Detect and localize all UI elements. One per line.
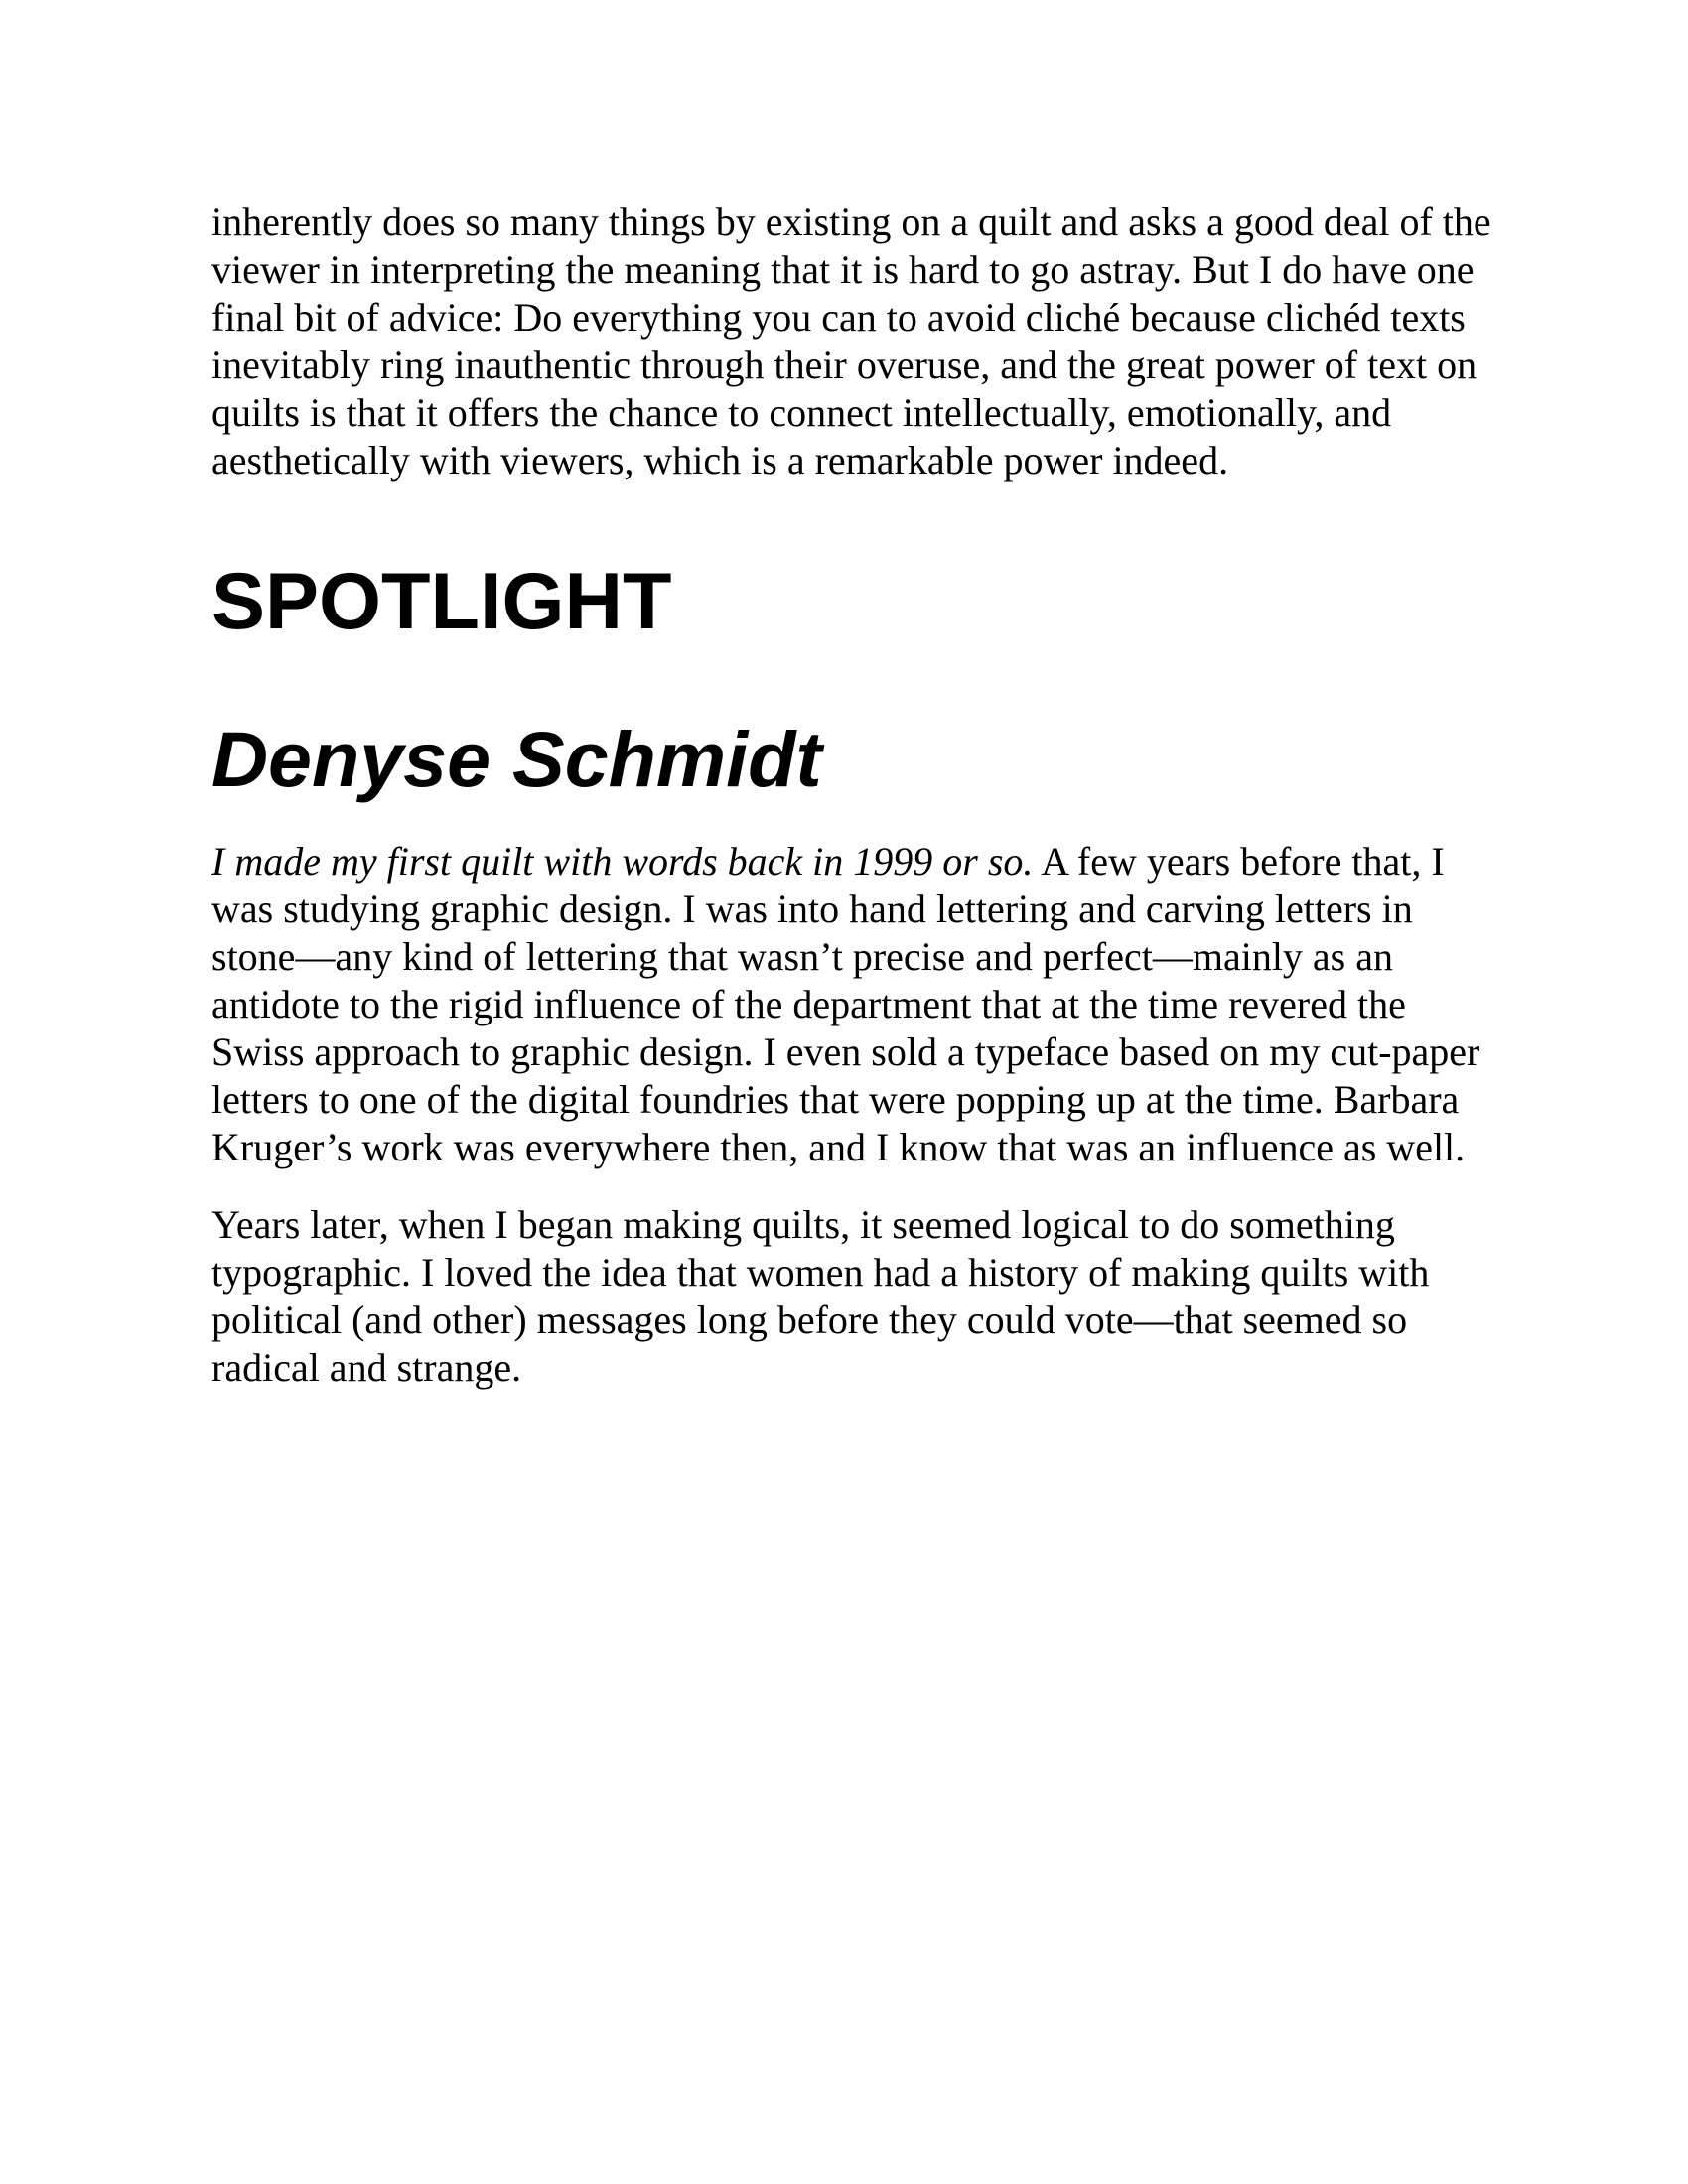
intro-paragraph: inherently does so many things by existing on a quilt and asks a good deal of the viewer in interpreting the meaning that it is hard to go astray. But I do have one final bit of advice: Do everything you can to avoid cliché because clichéd texts inevitably ring inauthentic through their overuse, and the great power of text on quilts is that it offers the chance to connect intellectually, emotionally, and aesthetically with viewers, which is a remarkable power indeed. — [211, 200, 1491, 482]
paragraph-1-text: A few years before that, I was studying graphic design. I was into hand lettering and carving letters in stone—any kind of lettering that wasn’t precise and perfect—mainly as an antidote to the rigid influence of the department that at the time revered the Swiss approach to graphic design. I even sold a typeface based on my cut-paper letters to one of the digital foundries that were popping up at the time. Barbara Kruger’s work was everywhere then, and I know that was an influence as well. — [211, 839, 1480, 1169]
page-content — [211, 199, 1502, 1392]
body-paragraph-1 — [211, 838, 1502, 1171]
spotlight-name: Denyse Schmidt — [211, 715, 822, 803]
italic-lead: I made my first quilt with words back in 1999 or so. — [211, 839, 1034, 884]
section-heading: SPOTLIGHT — [211, 557, 672, 646]
body-paragraph-2: Years later, when I began making quilts, it seemed logical to do something typographic. I loved the idea that women had a history of making quilts with political (and other) messages long before they could vote—that seemed so radical and strange. — [211, 1202, 1430, 1390]
